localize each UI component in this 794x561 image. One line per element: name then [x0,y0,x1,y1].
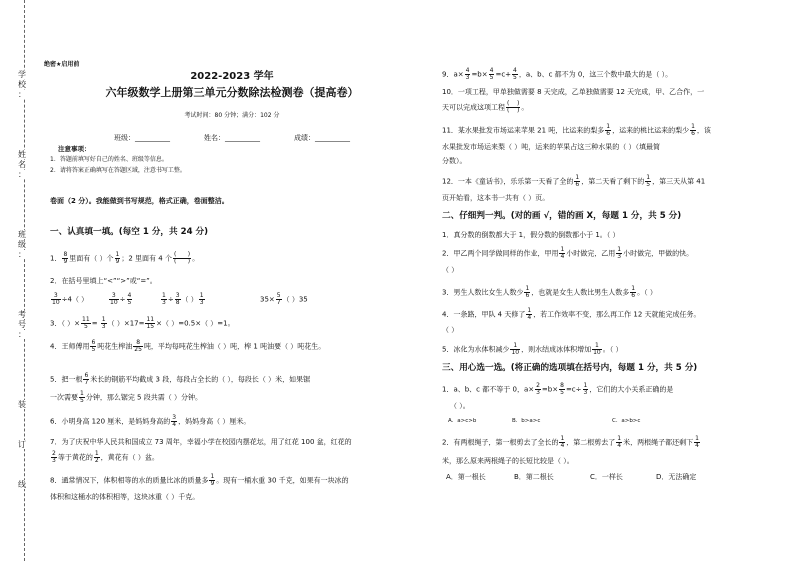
judge-2: 2．甲乙两个同学做同样的作业，甲用 $\frac{1}{4}$ 小时做完，乙用 $\frac{1}{3}$ 小时做完，甲做的快。 [442,246,694,260]
question-12: 12．一本《童话书》，乐乐第一天看了全的 $\frac{1}{6}$ ，第二天看了剩下的 $\frac{1}{5}$ ，第三天从第 41 [442,174,706,188]
question-10: 10．一项工程，甲单独做需要 8 天完成，乙单独做需要 12 天完成，甲、乙合作，一 [442,88,705,96]
question-5: 5．把一根 $\frac{6}{7}$ 米长的钢筋平均截成 3 段，每段占全长的（ ），每段长（ ）米，如果锯 [50,372,311,386]
option-b[interactable]: B．b>a>c [512,418,541,424]
question-6: 6．小明身高 120 厘米，是妈妈身高的 $\frac{3}{4}$ ，妈妈身高（ ）厘米。 [50,414,251,428]
binding-label: ： [18,330,26,339]
question-1: 1． $\frac{8}{9}$ 里面有（ ）个 $\frac{1}{9}$ ；2 里面有 4 个 $\frac{( )}{( )}$ 。 [50,251,200,265]
binding-label: 订 [18,440,26,449]
school-year: 2022-2023 学年 [190,71,274,82]
judge-4-answer: （ ） [442,326,459,334]
option-c[interactable]: C．一样长 [590,473,623,481]
class-field: 班级：__________ [114,134,170,142]
binding-label: ： [18,170,26,179]
section-3-heading: 三、用心选一选。(将正确的选项填在括号内，每题 1 分，共 5 分) [442,363,698,373]
option-a[interactable]: A．a>c>b [448,418,477,424]
option-b[interactable]: B．第二根长 [514,473,554,481]
question-5-line-2: 一次需要 $\frac{1}{5}$ 分钟，那么锯完 5 段共需（ ）分钟。 [50,390,202,404]
binding-label: 号 [18,320,26,329]
fraction: $\frac{8}{9}$ [63,251,68,265]
binding-label: 姓 [18,150,26,159]
question-7-line-2: $\frac{2}{3}$ 等于黄花的 $\frac{1}{2}$ ，黄花有（ ）盆。 [52,450,159,464]
secret-mark: 绝密★启用前 [44,61,80,68]
binding-label: 学 [18,70,26,79]
note-line: 2．请将答案正确填写在答题区域，注意书写工整。 [50,167,186,174]
binding-label: 考 [18,310,26,319]
option-c[interactable]: C．a>b>c [612,418,641,424]
binding-label: ： [18,90,26,99]
fraction: $\frac{1}{9}$ [115,251,120,265]
option-d[interactable]: D．无法确定 [656,473,697,481]
section-2-heading: 二、仔细判一判。(对的画 √，错的画 X，每题 1 分，共 5 分) [442,211,682,221]
answer-fraction-blank[interactable]: $\frac{( )}{( )}$ [507,100,520,114]
judge-3: 3．男生人数比女生人数少 $\frac{1}{6}$ ，也就是女生人数比男生人数多 $\frac{1}{6}$ 。（ ） [442,285,657,299]
binding-label: ： [18,250,26,259]
judge-2-answer: （ ） [442,266,459,274]
choice-2: 2．有两根绳子，第一根剪去了全长的 $\frac{1}{4}$ ，第二根剪去了 $\frac{1}{4}$ 米，两根绳子都还剩下 $\frac{1}{4}$ [442,435,699,449]
answer-fraction-blank[interactable]: $\frac{( )}{( )}$ [173,251,191,265]
name-field: 姓名：__________ [204,134,260,142]
question-11: 11．某水果批发市场运来苹果 21 吨，比运来的梨多 $\frac{1}{6}$ ，运来的桃比运来的梨少 $\frac{1}{6}$ ，该 [442,123,711,137]
question-12-line-2: 页开始看，这本书一共有（ ）页。 [442,194,550,202]
choice-2-line-2: 米，那么原来两根绳子的长短比较是（ ）。 [442,457,574,465]
option-a[interactable]: A．第一根长 [446,473,486,481]
question-11-line-2: 水果批发市场运来梨（ ）吨，运来的苹果占这三种水果的（ ）（填最简 [442,143,660,151]
judge-4: 4．一条路，甲队 4 天修了 $\frac{1}{4}$ ，若工作效率不变，那么再工作 12 天就能完成任务。 [442,307,701,321]
choice-1-answer: （ ）。 [450,402,470,410]
note-line: 1．答题前填写好自己的姓名、班级等信息。 [50,156,168,163]
question-9: 9．a× $\frac{4}{3}$ =b× $\frac{4}{5}$ =c+ $\frac{4}{5}$ ，a、b、c 都不为 0，这三个数中最大的是（ ）。 [442,67,673,81]
binding-margin [0,0,40,561]
binding-label: 线 [18,480,26,489]
score-field: 成绩：__________ [294,134,350,142]
question-8: 8．通常情况下，体积相等的水的质量比冰的质量多 $\frac{1}{9}$ 。现有一桶水重 30 千克，如果有一块冰的 [50,473,349,487]
question-7: 7．为了庆祝中华人民共和国成立 73 周年，幸福小学在校园内摆花坛，用了红花 100 盆，红花的 [50,438,352,446]
question-11-line-3: 分数）。 [442,157,467,165]
question-8-line-2: 体积和这桶水的体积相等，这块冰重（ ）千克。 [50,493,200,501]
page-title: 六年级数学上册第三单元分数除法检测卷（提高卷） [105,86,359,99]
notes-title: 注意事项： [58,145,91,153]
question-10-line-2: 天可以完成这项工程 $\frac{( )}{( )}$ 。 [442,100,529,114]
binding-label: 班 [18,230,26,239]
binding-label: 校 [18,80,26,89]
question-2: 2．在括号里填上“<”“>”或“=”。 [50,277,157,285]
exam-meta: 考试时间：80 分钟；满分：102 分 [184,112,280,119]
section-1-heading: 一、认真填一填。(每空 1 分，共 24 分) [50,227,209,237]
question-4: 4．王师傅用 $\frac{6}{5}$ 吨花生榨油 $\frac{8}{25}$ 吨，平均每吨花生榨油（ ）吨，榨 1 吨油要（ ）吨花生。 [50,339,326,353]
question-3: 3．（ ）× $\frac{11}{5}$ = $\frac{1}{3}$ （ ）×17= $\frac{11}{15}$ ×（ ）=0.5×（ ）=1。 [50,316,235,330]
binding-label: 级 [18,240,26,249]
binding-label: 装 [18,400,26,409]
binding-label: 名 [18,160,26,169]
choice-1: 1．a、b、c 都不等于 0，a× $\frac{2}{3}$ =b× $\frac{8}{5}$ =c÷ $\frac{1}{3}$ ，它们的大小关系正确的是 [442,382,674,396]
judge-5: 5．冰化为水体积减少 $\frac{1}{10}$ ，则水结成冰体积增加 $\frac{1}{10}$ 。（ ） [442,342,623,356]
judge-1: 1．真分数的倒数都大于 1，假分数的倒数都小于 1。（ ） [442,231,620,239]
neatness-statement: 卷面（2 分）。我能做到书写规范，格式正确，卷面整洁。 [50,197,229,205]
